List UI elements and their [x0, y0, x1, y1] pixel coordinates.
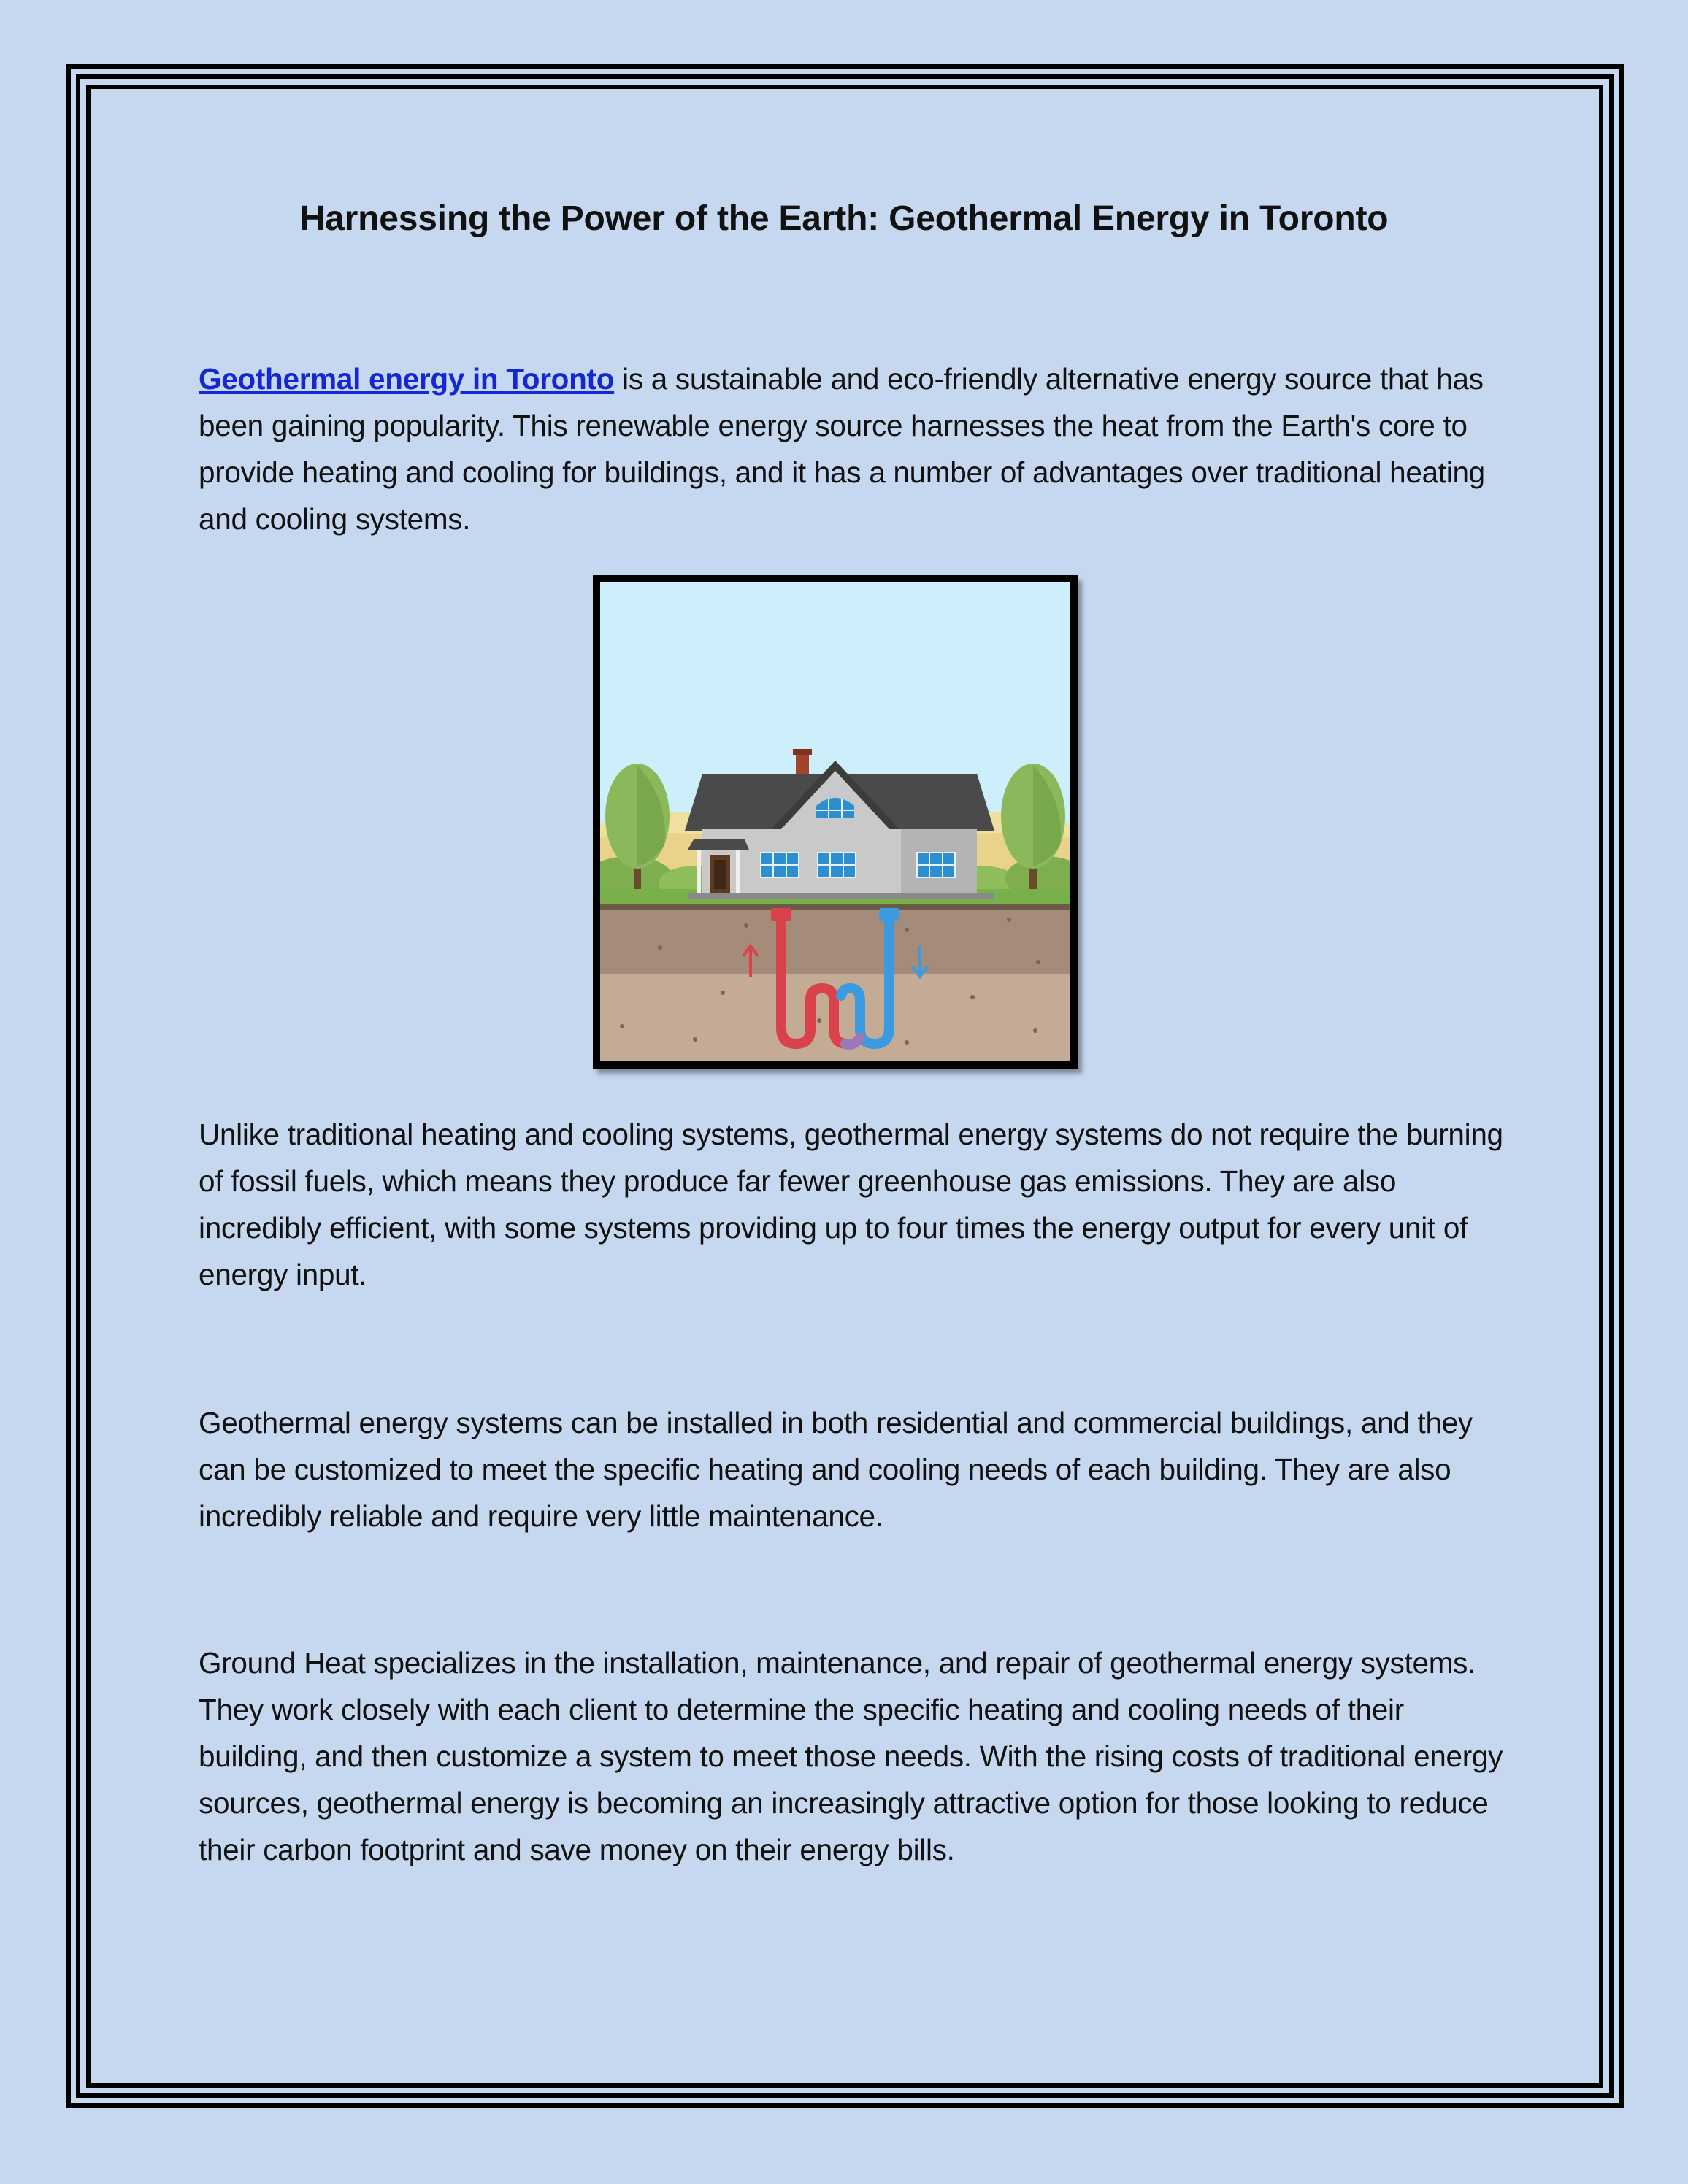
- paragraph-ground-heat: Ground Heat specializes in the installation, maintenance, and repair of geothermal energy systems. They work closely with each client to determine the specific heating and cooling needs of their building, and then customize a system to meet those needs. With the rising costs of traditional energy sources, geothermal energy is becoming an increasingly attractive option for those looking to reduce their carbon footprint and save money on their energy bills.: [199, 1646, 1503, 1866]
- paragraph-efficiency: Unlike traditional heating and cooling systems, geothermal energy systems do not require the burning of fossil fuels, which means they produce far fewer greenhouse gas emissions. They are also incredibly efficient, with some systems providing up to four times the energy output for every unit of energy input.: [199, 1118, 1503, 1291]
- geothermal-house-illustration: [593, 575, 1078, 1069]
- paragraph-intro-text: is a sustainable and eco-friendly alternative energy source that has been gaining popularity. This renewable energy source harnesses the heat from the Earth's core to provide heating and cooling for buildings, and it has a number of advantages over traditional heating and cooling systems.: [199, 362, 1485, 536]
- paragraph-installation: Geothermal energy systems can be installed in both residential and commercial buildings, and they can be customized to meet the specific heating and cooling needs of each building. They are also incredibly reliable and require very little maintenance.: [199, 1406, 1473, 1533]
- geothermal-toronto-link[interactable]: Geothermal energy in Toronto: [199, 362, 615, 396]
- page-title: Harnessing the Power of the Earth: Geothermal Energy in Toronto: [299, 199, 1389, 238]
- paragraph-intro: [199, 355, 1513, 542]
